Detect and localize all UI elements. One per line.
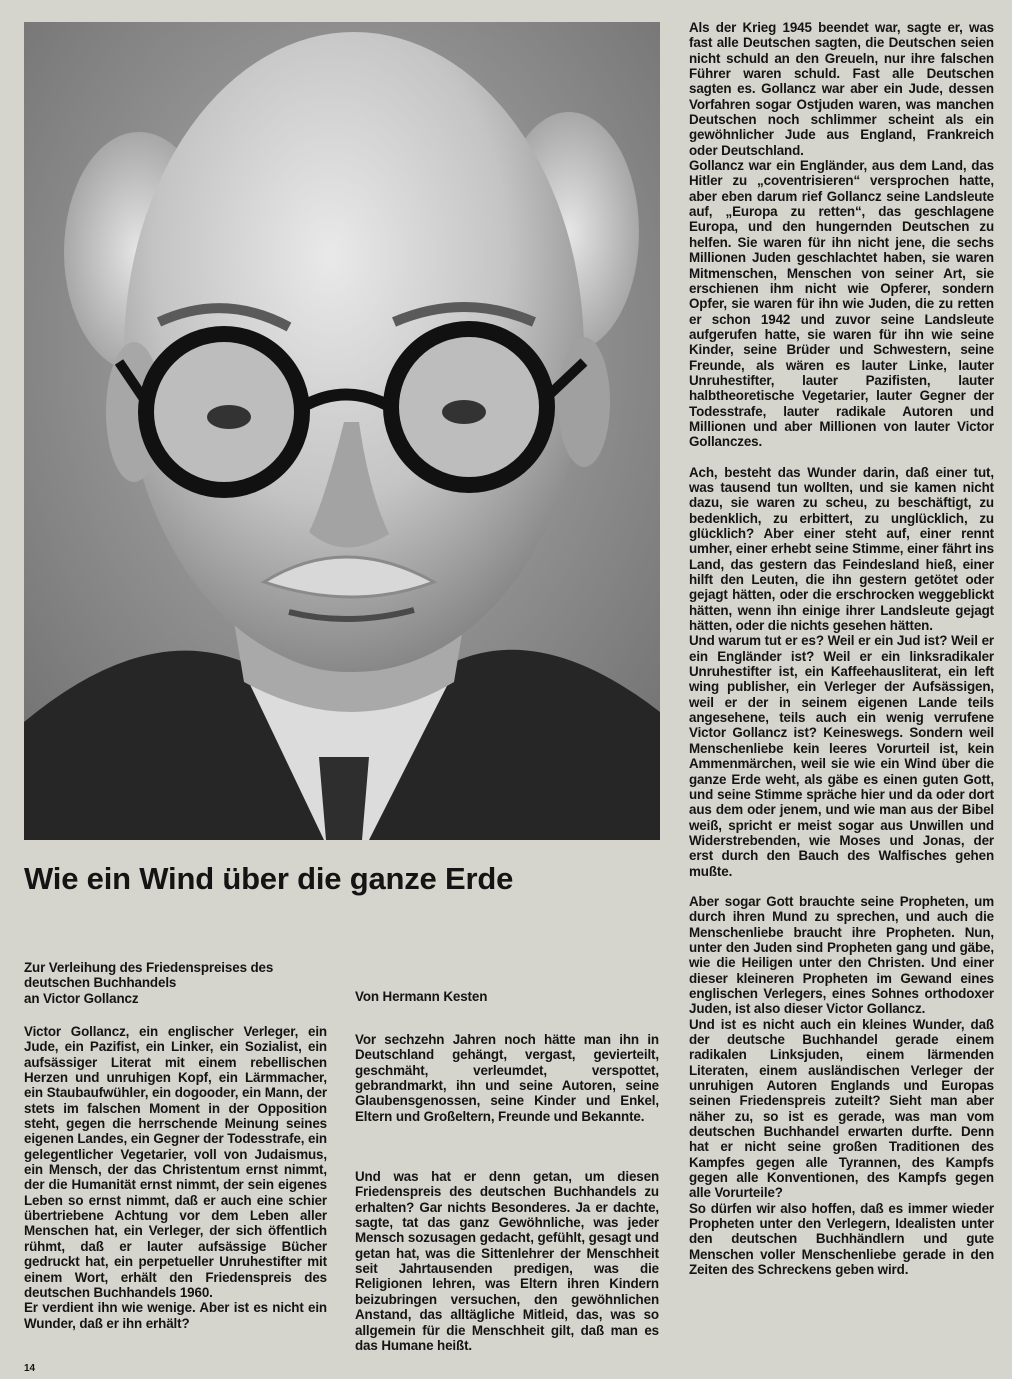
portrait-image — [24, 22, 660, 840]
article-subtitle — [24, 960, 344, 1006]
paragraph: Und ist es nicht auch ein kleines Wunder, daß der deutsche Buchhandel gerade einem radikalen Linksjuden, einem lärmenden Literaten, einem ausländischen Verleger der unruhigen Autoren Englands und Europas seinen Friedenspreis zuteilt? Sieht man aber näher zu, so ist es gerade, was man vom deutschen Buchhandel erwarten durfte. Denn hat er nicht seine großen Traditionen des Kampfes gegen alle Tyrannen, des Kampfs gegen alle Konventionen, des Kampfs gegen alle Vorurteile? — [689, 1016, 994, 1201]
paragraph: Und was hat er denn getan, um diesen Friedenspreis des deutschen Buchhandels zu erhalten? Gar nichts Besonderes. Ja er dachte, sagte, tat das ganz Gewöhnliche, was jeder Mensch sozusagen gedacht, gefühlt, gesagt und getan hat, was die Sittenlehrer der Menschheit seit Jahrtausenden predigen, was die Religionen lehren, was Eltern ihren Kindern beizubringen versuchen, den gewöhnlichen Anstand, das alltägliche Mitleid, das, was so allgemein für die Menschheit gilt, daß man es das Humane heißt. — [355, 1169, 659, 1353]
subtitle-line: deutschen Buchhandels — [24, 975, 177, 991]
paragraph: Und warum tut er es? Weil er ein Jud ist? Weil er ein Engländer ist? Weil er ein linksradikaler Unruhestifter ist, ein Kaffeehausliterat, ein left wing publisher, ein Verleger der Aufsässigen, weil er der in seinem eigenen Lande teils angesehene, teils auch ein wenig verrufene Victor Gollancz ist? Keineswegs. Sondern weil Menschenliebe kein leeres Vorurteil ist, kein Ammenmärchen, weil sie wie ein Wind über die ganze Erde weht, als gäbe es einen guten Gott, und seine Stimme spräche hier und da oder dort aus dem oder jenem, und wie man aus der Bibel weiß, spricht er meist sogar aus Unwillen und Widerstrebenden, wie Moses und Jonas, der erst durch den Bauch des Walfisches gehen mußte. — [689, 633, 994, 879]
author-byline: Von Hermann Kesten — [355, 989, 488, 1004]
paragraph: Gollancz war ein Engländer, aus dem Land, das Hitler zu „coventrisieren“ versprochen hatte, aber eben darum rief Gollancz seine Landsleute auf, „Europa zu retten“, das geschlagene Europa, und den hungernden Deutschen zu helfen. Sie waren für ihn nicht jene, die sechs Millionen Juden geschlachtet haben, sie waren Mitmenschen, Menschen von seiner Art, sie erschienen ihm nicht wie Opferer, sondern Opfer, sie waren für ihn wie Juden, die zu retten er schon 1942 und zuvor seine Landsleute aufgerufen hatte, sie waren für ihn wie seine Kinder, seine Brüder und Schwestern, seine Freunde, als wären es lauter Linke, lauter Unruhestifter, lauter Pazifisten, lauter halbtheoretische Vegetarier, lauter Gegner der Todesstrafe, lauter radikale Autoren und Millionen und aber Millionen von lauter Victor Gollanczes. — [689, 158, 994, 450]
paragraph: Er verdient ihn wie wenige. Aber ist es nicht ein Wunder, daß er ihn erhält? — [24, 1300, 327, 1331]
paragraph: Victor Gollancz, ein englischer Verleger, ein Jude, ein Pazifist, ein Linker, ein Sozialist, ein aufsässiger Literat mit einem rebellischen Herzen und unruhigen Kopf, ein Lärmmacher, ein Staubaufwühler, ein dogooder, ein Mann, der stets im falschen Moment in der Opposition steht, gegen die herrschende Meinung seines eigenen Landes, ein Gegner der Todesstrafe, ein gelegentlicher Vegetarier, voll von Judaismus, ein Mensch, der das Christentum ernst nimmt, der die Humanität ernst nimmt, der sein eigenes Leben so ernst nimmt, daß er auch eine schier übertriebene Achtung vor dem Leben aller Menschen hat, ein Verleger, der sich öffentlich rühmt, daß er lauter aufsässige Bücher gedruckt hat, ein perpetueller Unruhestifter mit einem Wort, erhält den Friedenspreis des deutschen Buchhandels 1960. — [24, 1024, 327, 1300]
page-number: 14 — [24, 1363, 36, 1374]
subtitle-line: Zur Verleihung des Friedenspreises des — [24, 960, 274, 975]
article-title: Wie ein Wind über die ganze Erde — [24, 861, 514, 896]
column-right — [689, 20, 994, 1370]
portrait-photo — [24, 22, 660, 840]
paragraph: Ach, besteht das Wunder darin, daß einer tut, was tausend tun wollten, und sie kamen nicht dazu, sie waren zu scheu, zu beschäftigt, zu bedenklich, zu erbittert, zu unglücklich, zu glücklich? Aber einer steht auf, einer rennt umher, einer erhebt seine Stimme, einer fährt ins Land, das gestern das Feindesland hieß, einer hilft den Leuten, die ihn gestern getötet oder gejagt hätten, oder die erschrocken weggeblickt hätten, wenn ihn einige ihrer Landsleute gejagt hätten, oder die nichts gesehen hätten. — [689, 464, 994, 634]
column-middle — [355, 1032, 659, 1362]
column-left — [24, 1024, 327, 1354]
paragraph: So dürfen wir also hoffen, daß es immer wieder Propheten unter den Verlegern, Idealisten unter den deutschen Buchhändlern und gute Menschen voller Menschenliebe gerade in den Zeiten des Schreckens geben wird. — [689, 1200, 994, 1278]
paragraph: Als der Krieg 1945 beendet war, sagte er, was fast alle Deutschen sagten, die Deutschen seien nicht schuld an den Greueln, nur ihre falschen Führer waren schuld. Fast alle Deutschen sagten es. Gollancz war aber ein Jude, dessen Vorfahren sogar Ostjuden waren, was manchen Deutschen noch schlimmer scheint als ein gewöhnlicher Jude aus England, Frankreich oder Deutschland. — [689, 20, 994, 158]
paragraph: Vor sechzehn Jahren noch hätte man ihn in Deutschland gehängt, vergast, gevierteilt, geschmäht, verleumdet, verspottet, gebrandmarkt, ihn und seine Autoren, seine Glaubensgenossen, seine Kinder und Enkel, Eltern und Großeltern, Freunde und Bekannte. — [355, 1032, 659, 1124]
subtitle-line: an Victor Gollancz — [24, 990, 139, 1006]
paragraph: Aber sogar Gott brauchte seine Propheten, um durch ihren Mund zu sprechen, und auch die Menschenliebe braucht ihre Propheten. Nun, unter den Juden sind Propheten gang und gäbe, wie die Heiligen unter den Christen. Und einer dieser kleineren Propheten im Gewand eines englischen Verlegers, eines Sohnes orthodoxer Juden, ist also dieser Victor Gollancz. — [689, 893, 994, 1017]
